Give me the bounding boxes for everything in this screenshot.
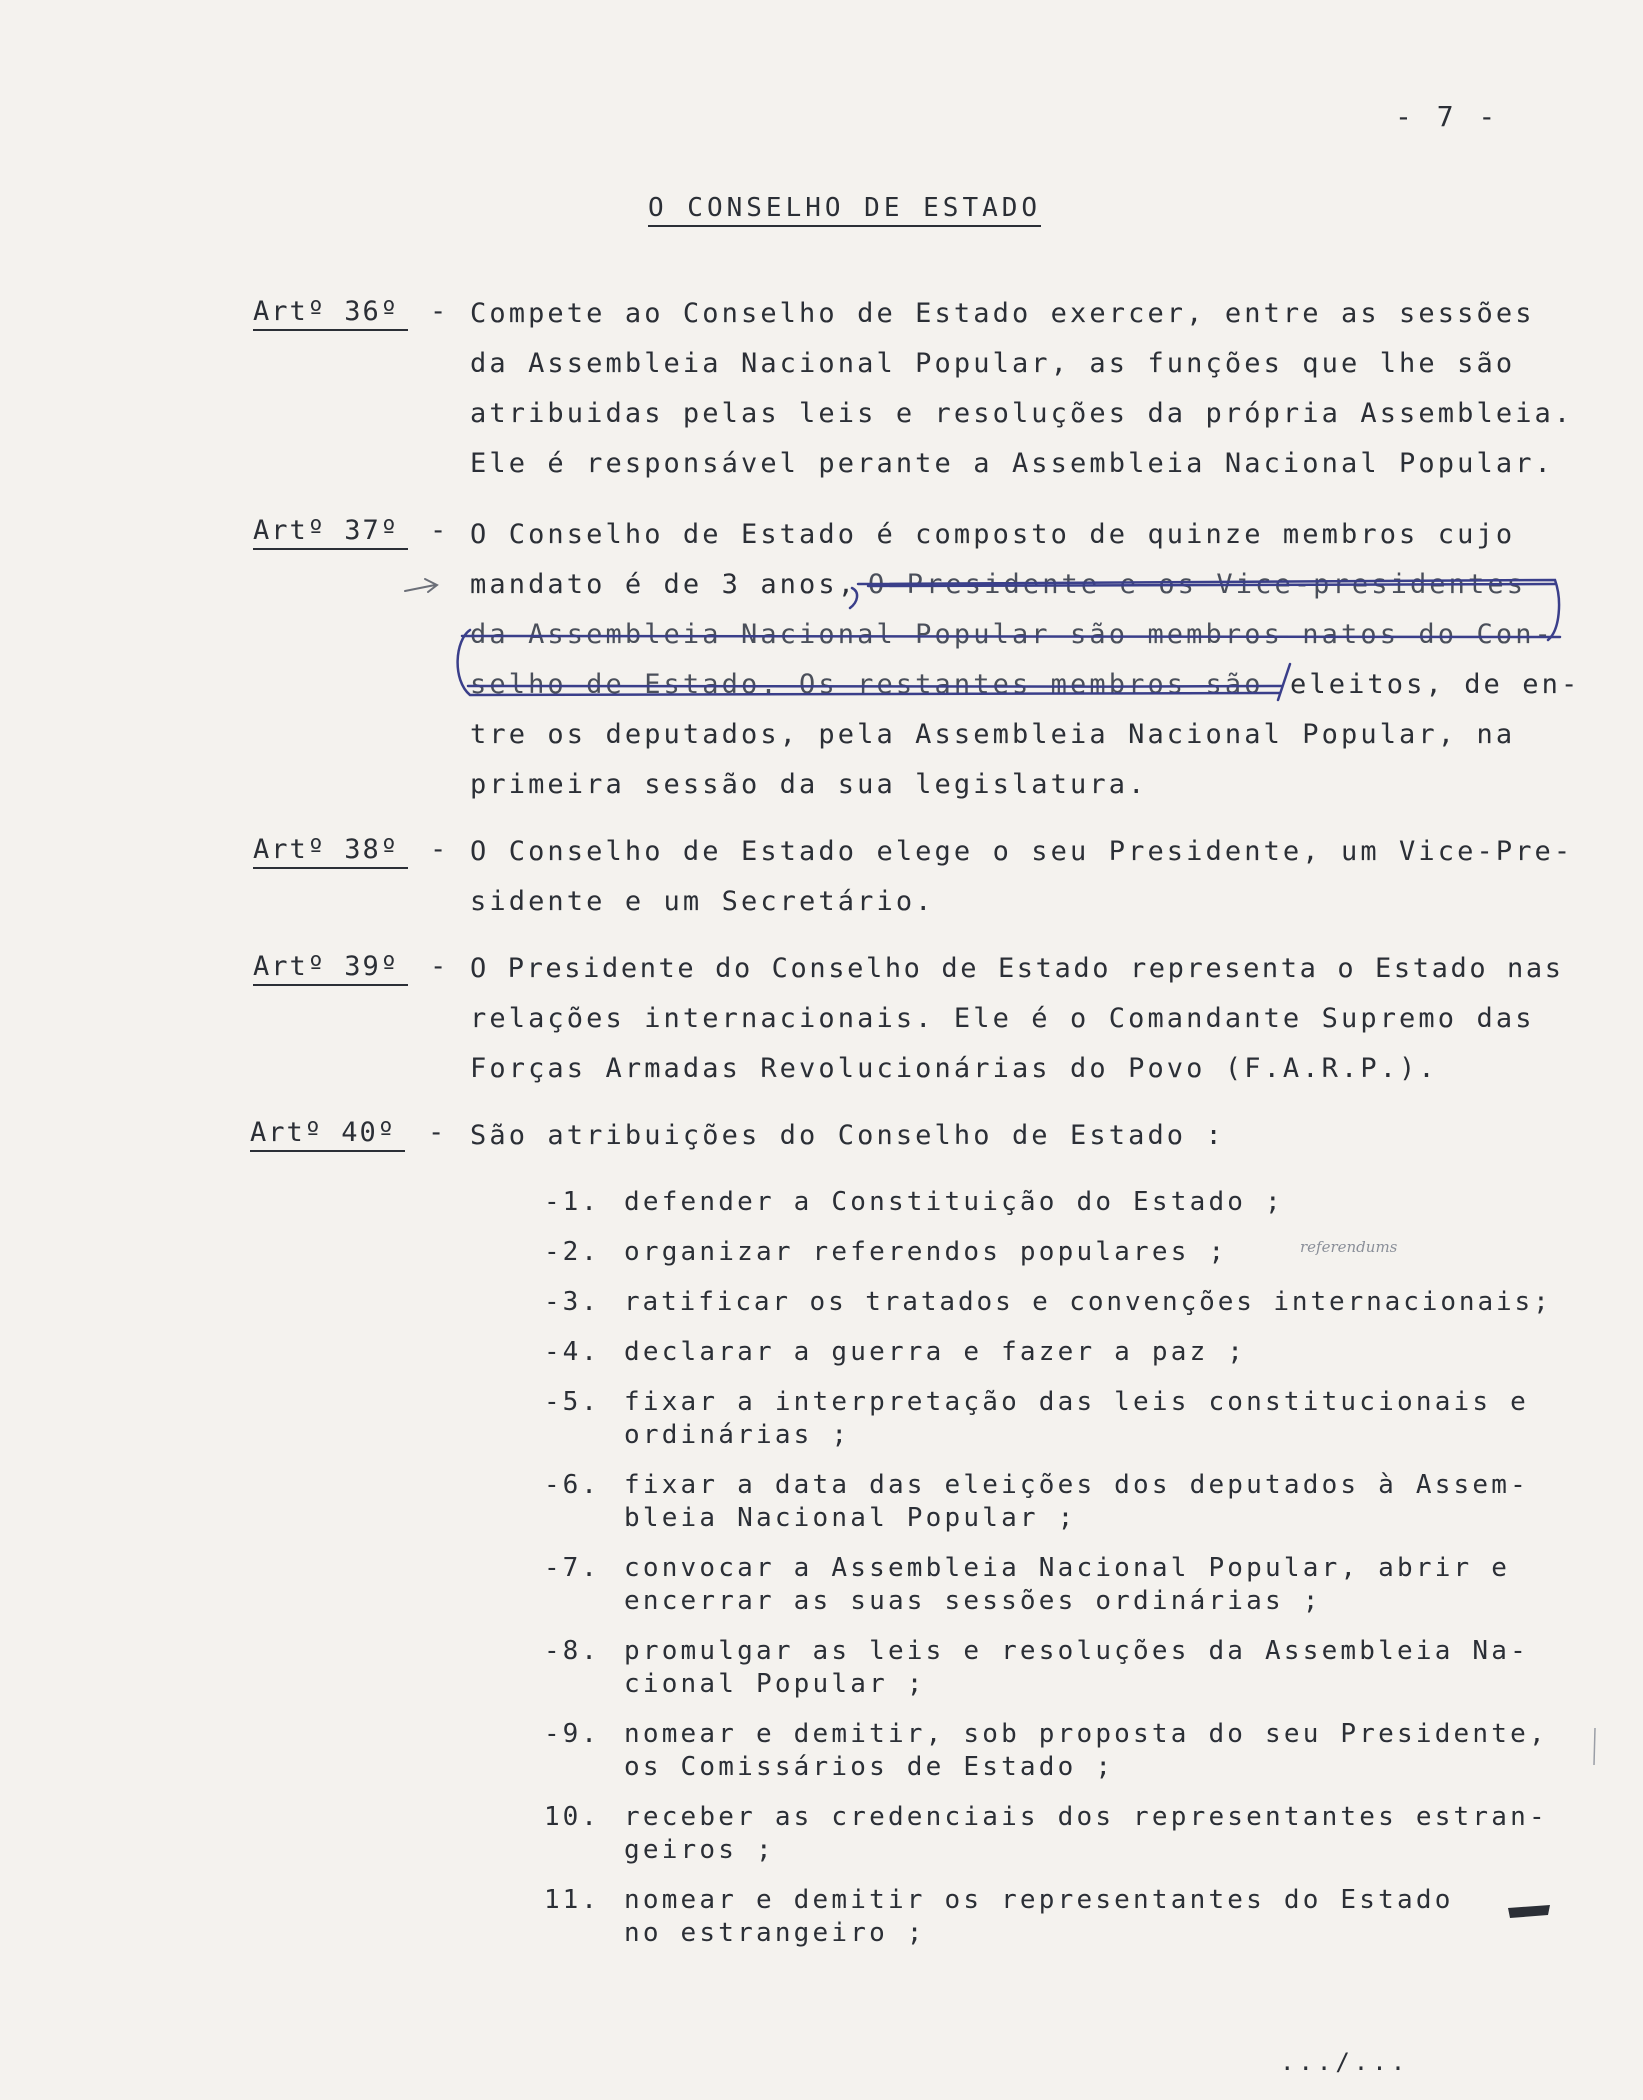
article-36-line: atribuidas pelas leis e resoluções da própria Assembleia. (470, 398, 1574, 429)
item-text: nomear e demitir os representantes do Estado (624, 1885, 1454, 1915)
article-40-label: Artº 40º (250, 1117, 405, 1152)
article-37-line: mandato é de 3 anos, (470, 569, 858, 600)
item-text: bleia Nacional Popular ; (624, 1503, 1077, 1533)
article-36-label: Artº 36º (253, 296, 408, 331)
article-37-line: O Conselho de Estado é composto de quinze membros cujo (470, 519, 1516, 550)
item-number: 10. (544, 1802, 600, 1832)
article-39-line: O Presidente do Conselho de Estado representa o Estado nas (470, 953, 1564, 984)
slash-mark (1278, 664, 1290, 700)
article-36-line: da Assembleia Nacional Popular, as funções que lhe são (470, 348, 1516, 379)
item-number: -3. (544, 1287, 600, 1317)
article-38-line: sidente e um Secretário. (470, 886, 935, 917)
item-text: ordinárias ; (624, 1420, 851, 1450)
article-dash: - (430, 834, 447, 865)
item-text: nomear e demitir, sob proposta do seu Presidente, (624, 1719, 1548, 1749)
item-text: ratificar os tratados e convenções internacionais; (624, 1287, 1552, 1317)
article-dash: - (428, 1117, 445, 1148)
item-number: -5. (544, 1387, 600, 1417)
struck-text: selho de Estado. Os restantes membros são (470, 669, 1264, 700)
item-number: -9. (544, 1719, 600, 1749)
article-39-label: Artº 39º (253, 951, 408, 986)
ink-smudge (1508, 1905, 1550, 1918)
article-dash: - (430, 515, 447, 546)
item-number: -2. (544, 1237, 600, 1267)
item-number: 11. (544, 1885, 600, 1915)
article-40-line: São atribuições do Conselho de Estado : (470, 1120, 1225, 1151)
item-number: -7. (544, 1553, 600, 1583)
article-36-line: Ele é responsável perante a Assembleia Nacional Popular. (470, 448, 1554, 479)
page-number: - 7 - (1395, 100, 1500, 133)
article-39-line: relações internacionais. Ele é o Comandante Supremo das (470, 1003, 1535, 1034)
item-text: no estrangeiro ; (624, 1918, 926, 1948)
item-number: -4. (544, 1337, 600, 1367)
handwritten-margin-note: referendums (1300, 1238, 1398, 1256)
item-number: -8. (544, 1636, 600, 1666)
item-text: promulgar as leis e resoluções da Assembleia Na- (624, 1636, 1529, 1666)
item-text: encerrar as suas sessões ordinárias ; (624, 1586, 1322, 1616)
margin-tick (1594, 1728, 1595, 1765)
item-text: declarar a guerra e fazer a paz ; (624, 1337, 1247, 1367)
item-text: os Comissários de Estado ; (624, 1752, 1115, 1782)
struck-text: da Assembleia Nacional Popular são membros natos do Con- (470, 619, 1554, 650)
item-text: receber as credenciais dos representantes estran- (624, 1802, 1548, 1832)
article-39-line: Forças Armadas Revolucionárias do Povo (F.A.R.P.). (470, 1053, 1438, 1084)
article-38-line: O Conselho de Estado elege o seu Presidente, um Vice-Pre- (470, 836, 1574, 867)
article-37-line: eleitos, de en- (1290, 669, 1581, 700)
item-text: convocar a Assembleia Nacional Popular, abrir e (624, 1553, 1511, 1583)
article-36-line: Compete ao Conselho de Estado exercer, entre as sessões (470, 298, 1535, 329)
item-text: defender a Constituição do Estado ; (624, 1187, 1284, 1217)
item-text: fixar a interpretação das leis constitucionais e (624, 1387, 1529, 1417)
struck-text: O Presidente e os Vice-presidentes (868, 569, 1527, 600)
article-37-label: Artº 37º (253, 515, 408, 550)
item-text: geiros ; (624, 1835, 775, 1865)
item-text: fixar a data das eleições dos deputados à Assem- (624, 1470, 1529, 1500)
article-38-label: Artº 38º (253, 834, 408, 869)
item-number: -1. (544, 1187, 600, 1217)
item-text: organizar referendos populares ; (624, 1237, 1228, 1267)
section-heading: O CONSELHO DE ESTADO (648, 193, 1041, 227)
margin-arrow (405, 579, 437, 592)
item-number: -6. (544, 1470, 600, 1500)
article-dash: - (430, 296, 447, 327)
continuation-mark: .../... (1280, 2048, 1410, 2076)
article-dash: - (430, 951, 447, 982)
article-37-line: primeira sessão da sua legislatura. (470, 769, 1148, 800)
item-text: cional Popular ; (624, 1669, 926, 1699)
article-37-line: tre os deputados, pela Assembleia Nacional Popular, na (470, 719, 1516, 750)
